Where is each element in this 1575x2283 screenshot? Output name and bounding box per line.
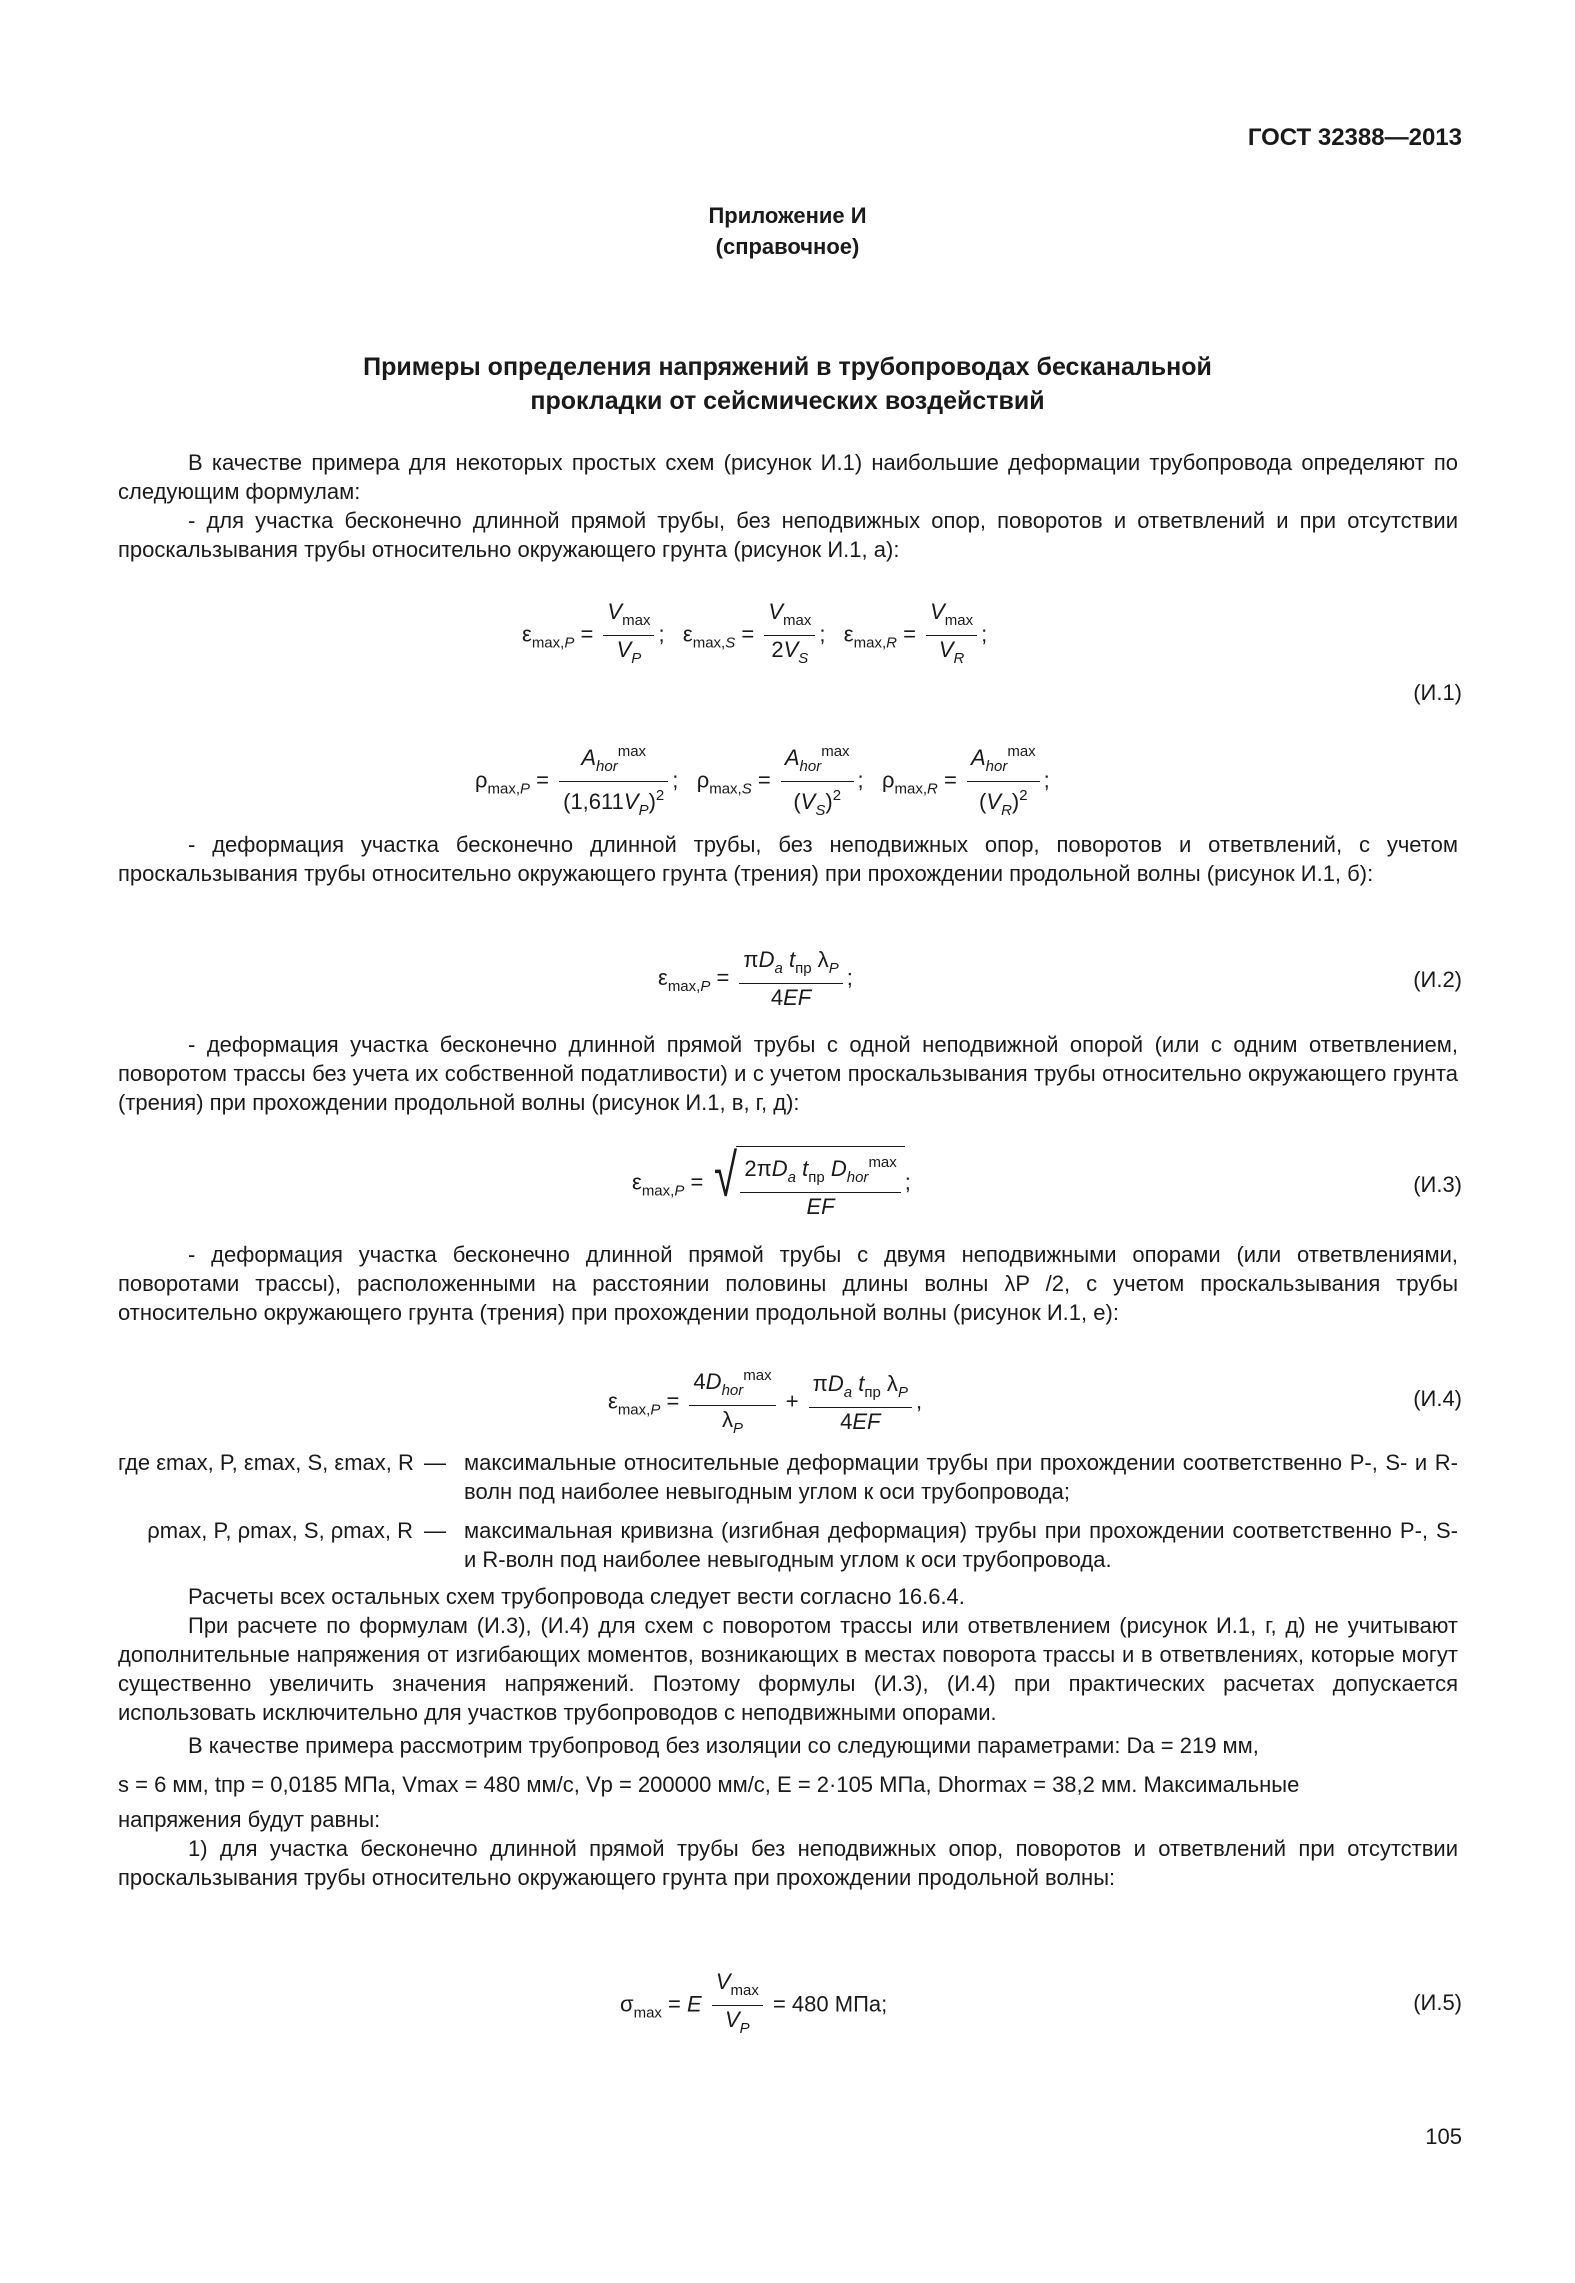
equation-number-I1: (И.1) <box>1413 680 1462 705</box>
equation-number-I2: (И.2) <box>1413 967 1462 992</box>
paragraph-bend-note: При расчете по формулам (И.3), (И.4) для схем с поворотом трассы или ответвлением (рисунок И.1, г, д) не учитывают дополнительные напряжения от изгибающих моментов, возникающих в местах поворота трассы и в ответвлениях, которые могут существенно увеличить значения напряжений. Поэтому формулы (И.3), (И.4) при практических расчетах допускается использовать исключительно для участков трубопроводов с неподвижными опорами. <box>118 1613 1458 1725</box>
paragraph-other-schemes: Расчеты всех остальных схем трубопровода следует вести согласно 16.6.4. <box>188 1584 965 1609</box>
appendix-type: (справочное) <box>715 234 860 259</box>
definition-rho: ρmax, P, ρmax, S, ρmax, R — максимальная кривизна (изгибная деформация) трубы при прохождении соответственно P-, S- и R-волн под наиболее невыгодным углом к оси трубопровода. <box>0 1516 1575 1576</box>
definition-eps-term: где εmax, P, εmax, S, εmax, R <box>118 1450 414 1475</box>
document-title <box>0 350 1575 418</box>
paragraph-example-params-2: s = 6 мм, tпр = 0,0185 МПа, Vmax = 480 мм/с, Vp = 200000 мм/с, E = 2·105 МПа, Dhormax = 38,2 мм. Максимальные <box>118 1772 1300 1797</box>
equation-number-I4: (И.4) <box>1413 1386 1462 1411</box>
paragraph-case-c: - деформация участка бесконечно длинной прямой трубы с одной неподвижной опорой (или с одним ответвлением, поворотом трассы без учета их собственной податливости) и с учетом проскальзывания трубы относительно окружающего грунта (трения) при прохождении продольной волны (рисунок И.1, в, г, д): <box>118 1032 1458 1115</box>
equation-number-I5: (И.5) <box>1413 1990 1462 2015</box>
equation-I1-strain: $\varepsilon_{max,P}$ = $\frac{V_{max}}{V_P}$ ; $\varepsilon_{max,S}$ = $\frac{V_{max}}{2V_S}$ ; $\varepsilon_{max,R}$ = $\frac{V_{max}}{V_R}$ ; <box>522 599 988 667</box>
standard-header: ГОСТ 32388—2013 <box>1247 124 1462 151</box>
closing-paragraphs <box>118 1582 1458 1892</box>
equation-number-I3: (И.3) <box>1413 1172 1462 1197</box>
paragraph-case-d-block <box>118 1240 1458 1327</box>
paragraph-case-a: - для участка бесконечно длинной прямой трубы, без неподвижных опор, поворотов и ответвлений и при отсутствии проскальзывания трубы относительно окружающего грунта (рисунок И.1, а): <box>118 508 1458 562</box>
definition-rho-term: ρmax, P, ρmax, S, ρmax, R <box>147 1518 413 1543</box>
paragraph-example-params-3: напряжения будут равны: <box>118 1807 381 1832</box>
paragraph-case-b: - деформация участка бесконечно длинной трубы, без неподвижных опор, поворотов и ответвлений, с учетом проскальзывания трубы относительно окружающего грунта (трения) при прохождении продольной волны (рисунок И.1, б): <box>118 832 1458 886</box>
paragraph-example-params: В качестве примера рассмотрим трубопровод без изоляции со следующими параметрами: Da = 219 мм, <box>188 1733 1259 1758</box>
paragraph-example-case-1: 1) для участка бесконечно длинной прямой трубы без неподвижных опор, поворотов и ответвлений при отсутствии проскальзывания трубы относительно окружающего грунта при прохождении продольной волны: <box>118 1836 1458 1890</box>
page-number: 105 <box>1425 2124 1462 2149</box>
paragraph-intro: В качестве примера для некоторых простых схем (рисунок И.1) наибольшие деформации трубопровода определяют по следующим формулам: <box>118 450 1458 504</box>
appendix-title: Приложение И <box>708 203 867 228</box>
paragraph-case-d: - деформация участка бесконечно длинной прямой трубы с двумя неподвижными опорами (или ответвлениями, поворотами трассы), расположенными на расстоянии половины длины волны λP /2, с учетом проскальзывания трубы относительно окружающего грунта (трения) при прохождении продольной волны (рисунок И.1, е): <box>118 1242 1458 1325</box>
equation-I5: $\sigma_{max} = E$ $\frac{V_{max}}{V_P}$ = 480 МПа; <box>620 1969 888 2037</box>
definition-eps: где εmax, P, εmax, S, εmax, R — максимальные относительные деформации трубы при прохождении соответственно P-, S- и R-волн под наиболее невыгодным углом к оси трубопровода; <box>118 1450 1458 1504</box>
equation-I3: $\varepsilon_{max,P}$ = √ $\frac{2\pi D_a t_{пр} D_{hor}^{max}}{EF}$ ; <box>632 1142 911 1219</box>
paragraph-case-b-block <box>118 830 1458 888</box>
equation-I2: $\varepsilon_{max,P}$ = $\frac{\pi D_a t_{пр} \lambda_P}{4EF}$ ; <box>658 947 853 1010</box>
intro-paragraphs <box>118 448 1458 564</box>
appendix-heading <box>0 200 1575 262</box>
title-line-2: прокладки от сейсмических воздействий <box>530 387 1045 415</box>
paragraph-case-c-block <box>118 1030 1458 1117</box>
title-line-1: Примеры определения напряжений в трубопроводах бесканальной <box>363 353 1212 381</box>
equation-I4: $\varepsilon_{max,P}$ = $\frac{4D_{hor}^{max}}{\lambda_P}$ + $\frac{\pi D_a t_{пр} \lambda_P}{4EF}$ , <box>608 1362 922 1443</box>
equation-I1-curvature: $\rho_{max,P}$ = $\frac{A_{hor}^{max}}{(1,611V_P)^2}$ ; $\rho_{max,S}$ = $\frac{A_{hor}^{max}}{(V_S)^2}$ ; $\rho_{max,R}$ = $\frac{A_{hor}^{max}}{(V_R)^2}$ ; <box>475 738 1050 825</box>
